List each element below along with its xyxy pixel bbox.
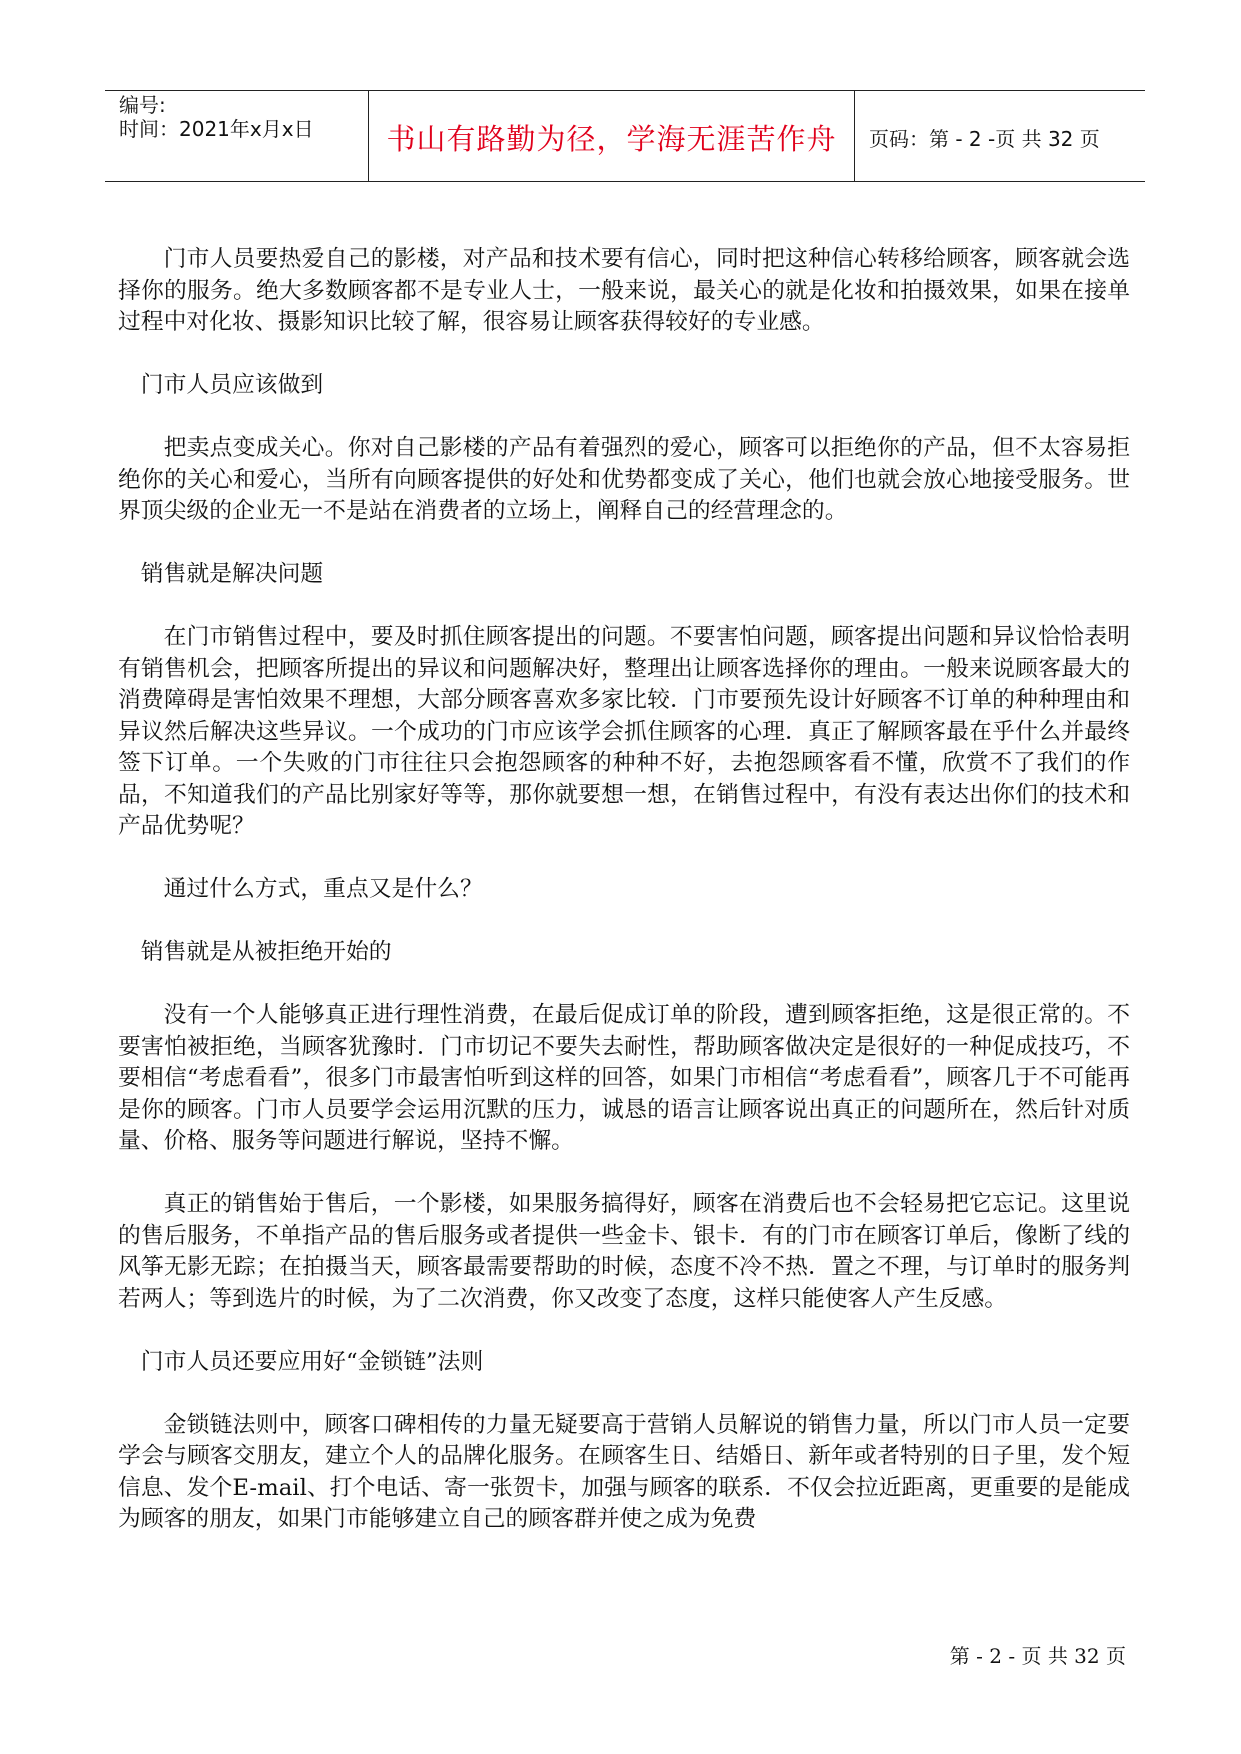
section-heading: 销售就是解决问题	[140, 561, 324, 587]
document-body	[118, 244, 1130, 1567]
header-page-code: 页码：第 - 2 -页 共 32 页	[869, 127, 1100, 151]
header-page-cell	[855, 91, 1145, 181]
paragraph: 通过什么方式，重点又是什么？	[163, 876, 483, 902]
section-heading: 门市人员还要应用好“金锁链”法则	[140, 1348, 484, 1375]
paragraph: 金锁链法则中，顾客口碑相传的力量无疑要高于营销人员解说的销售力量，所以门市人员一定要学会与顾客交朋友，建立个人的品牌化服务。在顾客生日、结婚日、新年或者特别的日子里，发个短信息、发个E-mail、打个电话、寄一张贺卡，加强与顾客的联系．不仅会拉近距离，更重要的是能成为顾客的朋友，如果门市能够建立自己的顾客群并使之成为免费	[118, 1411, 1130, 1532]
header-meta-cell	[105, 91, 368, 181]
paragraph: 没有一个人能够真正进行理性消费，在最后促成订单的阶段，遭到顾客拒绝，这是很正常的。不要害怕被拒绝，当顾客犹豫时．门市切记不要失去耐性，帮助顾客做决定是很好的一种促成技巧，不要相信“考虑看看”，很多门市最害怕听到这样的回答，如果门市相信“考虑看看”，顾客几于不可能再是你的顾客。门市人员要学会运用沉默的压力，诚恳的语言让顾客说出真正的问题所在，然后针对质量、价格、服务等问题进行解说，坚持不懈。	[118, 1002, 1130, 1154]
document-number-label: 编号:	[119, 93, 166, 117]
paragraph: 门市人员要热爱自己的影楼，对产品和技术要有信心，同时把这种信心转移给顾客，顾客就会选择你的服务。绝大多数顾客都不是专业人士，一般来说，最关心的就是化妆和拍摄效果，如果在接单过程中对化妆、摄影知识比较了解，很容易让顾客获得较好的专业感。	[118, 246, 1130, 335]
section-heading: 销售就是从被拒绝开始的	[140, 939, 392, 965]
header-motto-cell	[368, 91, 855, 181]
paragraph: 真正的销售始于售后，一个影楼，如果服务搞得好，顾客在消费后也不会轻易把它忘记。这里说的售后服务，不单指产品的售后服务或者提供一些金卡、银卡．有的门市在顾客订单后，像断了线的风筝无影无踪；在拍摄当天，顾客最需要帮助的时候，态度不冷不热．置之不理，与订单时的服务判若两人；等到选片的时候，为了二次消费，你又改变了态度，这样只能使客人产生反感。	[118, 1191, 1130, 1312]
document-header	[105, 90, 1145, 182]
section-heading: 门市人员应该做到	[140, 372, 324, 398]
paragraph: 把卖点变成关心。你对自己影楼的产品有着强烈的爱心，顾客可以拒绝你的产品，但不太容易拒绝你的关心和爱心，当所有向顾客提供的好处和优势都变成了关心，他们也就会放心地接受服务。世界顶尖级的企业无一不是站在消费者的立场上，阐释自己的经营理念的。	[118, 435, 1130, 524]
document-time-label: 时间：2021年x月x日	[119, 117, 314, 141]
paragraph: 在门市销售过程中，要及时抓住顾客提出的问题。不要害怕问题，顾客提出问题和异议恰恰表明有销售机会，把顾客所提出的异议和问题解决好，整理出让顾客选择你的理由。一般来说顾客最大的消费障碍是害怕效果不理想，大部分顾客喜欢多家比较．门市要预先设计好顾客不订单的种种理由和异议然后解决这些异议。一个成功的门市应该学会抓住顾客的心理．真正了解顾客最在乎什么并最终签下订单。一个失败的门市往往只会抱怨顾客的种种不好，去抱怨顾客看不懂，欣赏不了我们的作品，不知道我们的产品比别家好等等，那你就要想一想，在销售过程中，有没有表达出你们的技术和产品优势呢？	[118, 624, 1130, 839]
page-footer: 第 - 2 - 页 共 32 页	[949, 1644, 1126, 1668]
header-motto: 书山有路勤为径，学海无涯苦作舟	[386, 122, 837, 156]
